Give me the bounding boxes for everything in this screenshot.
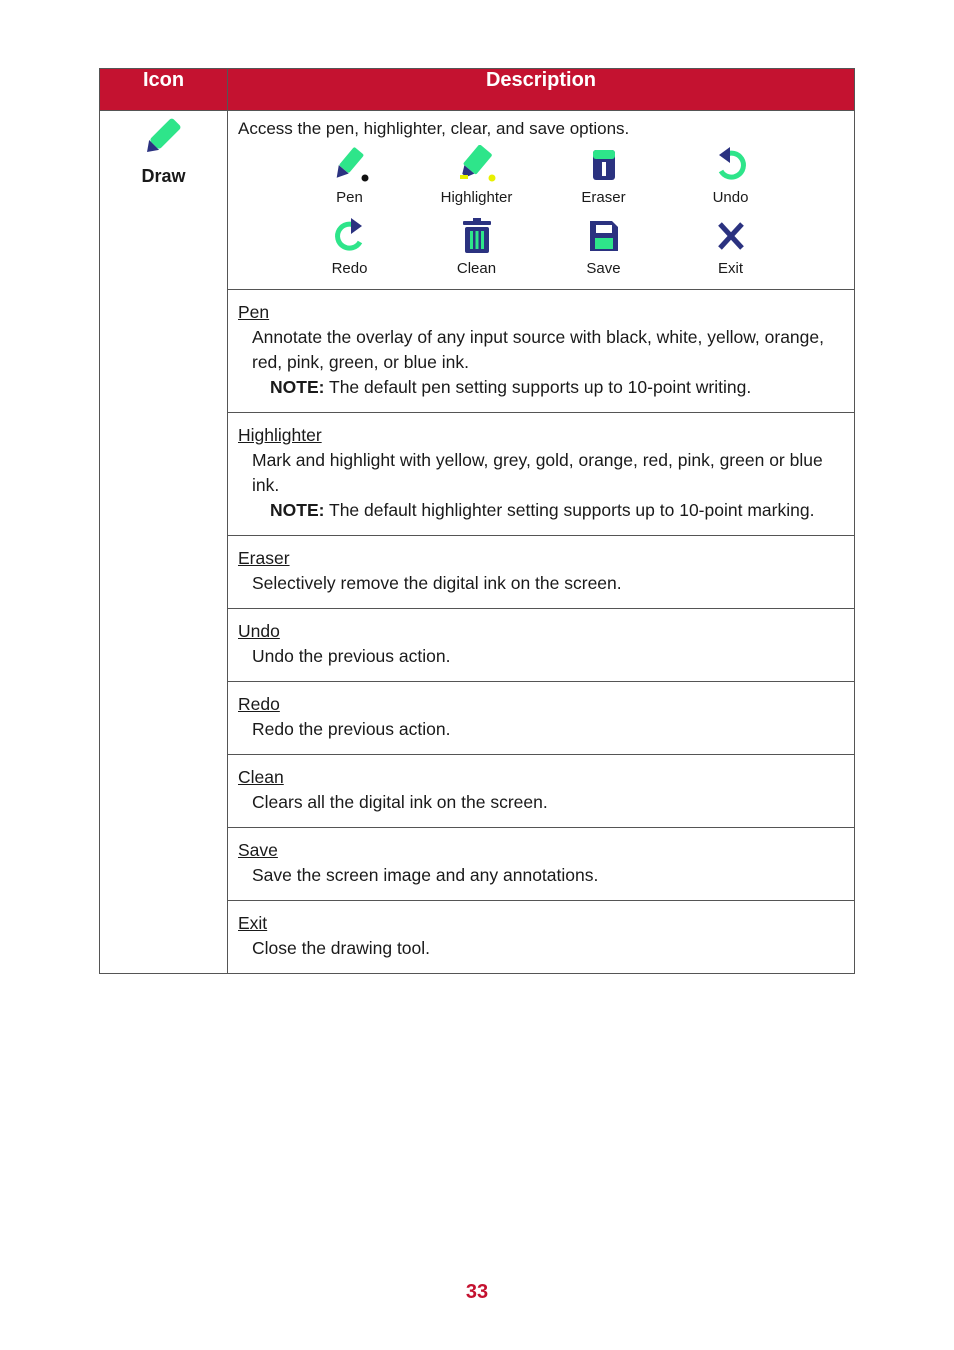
section-highlighter	[228, 413, 855, 536]
undo-icon	[709, 145, 753, 185]
header-description: Description	[228, 69, 855, 111]
close-icon	[709, 216, 753, 256]
tool-label: Pen	[336, 189, 363, 206]
tool-undo	[667, 145, 794, 206]
section-redo	[228, 682, 855, 755]
section-eraser	[228, 536, 855, 609]
section-title: Pen	[238, 302, 270, 322]
section-undo	[228, 609, 855, 682]
section-title: Undo	[238, 621, 280, 641]
tool-label: Eraser	[581, 189, 626, 206]
section-body: Save the screen image and any annotations.	[252, 865, 599, 885]
tool-label: Redo	[331, 260, 368, 277]
section-note: NOTE: The default pen setting supports up to 10-point writing.	[270, 377, 752, 397]
draw-table	[99, 68, 855, 974]
section-title: Eraser	[238, 548, 290, 568]
row-label: Draw	[141, 166, 186, 186]
section-title: Save	[238, 840, 278, 860]
intro-text: Access the pen, highlighter, clear, and save options.	[238, 119, 630, 138]
section-exit	[228, 901, 855, 974]
icon-cell	[100, 111, 228, 974]
tool-redo	[286, 216, 413, 277]
section-body: Redo the previous action.	[252, 719, 451, 739]
section-body: Undo the previous action.	[252, 646, 451, 666]
header-icon: Icon	[100, 69, 228, 111]
trash-icon	[455, 216, 499, 256]
save-icon	[582, 216, 626, 256]
highlighter-icon	[455, 145, 499, 185]
tool-label: Clean	[456, 260, 497, 277]
section-title: Exit	[238, 913, 268, 933]
section-body: Mark and highlight with yellow, grey, gold, orange, red, pink, green or blue ink.	[252, 450, 823, 495]
tool-highlighter	[413, 145, 540, 206]
draw-pen-icon	[134, 111, 194, 159]
intro-cell	[228, 111, 855, 290]
section-body: Close the drawing tool.	[252, 938, 431, 958]
section-body: Selectively remove the digital ink on the screen.	[252, 573, 622, 593]
tool-save	[540, 216, 667, 277]
section-clean	[228, 755, 855, 828]
section-title: Highlighter	[238, 425, 322, 445]
tool-label: Save	[586, 260, 621, 277]
tool-pen	[286, 145, 413, 206]
tool-eraser	[540, 145, 667, 206]
tool-label: Highlighter	[440, 189, 513, 206]
section-title: Clean	[238, 767, 284, 787]
tool-exit	[667, 216, 794, 277]
eraser-icon	[582, 145, 626, 185]
tool-label: Undo	[712, 189, 749, 206]
page-number: 33	[465, 1281, 489, 1303]
tool-clean	[413, 216, 540, 277]
section-body: Clears all the digital ink on the screen.	[252, 792, 548, 812]
section-save	[228, 828, 855, 901]
tool-label: Exit	[717, 260, 743, 277]
section-body: Annotate the overlay of any input source with black, white, yellow, orange, red, pink, green, or blue ink.	[252, 327, 824, 372]
section-title: Redo	[238, 694, 280, 714]
pen-icon	[328, 145, 372, 185]
section-pen	[228, 290, 855, 413]
section-note: NOTE: The default highlighter setting supports up to 10-point marking.	[270, 500, 815, 520]
tool-grid	[286, 145, 854, 289]
redo-icon	[328, 216, 372, 256]
